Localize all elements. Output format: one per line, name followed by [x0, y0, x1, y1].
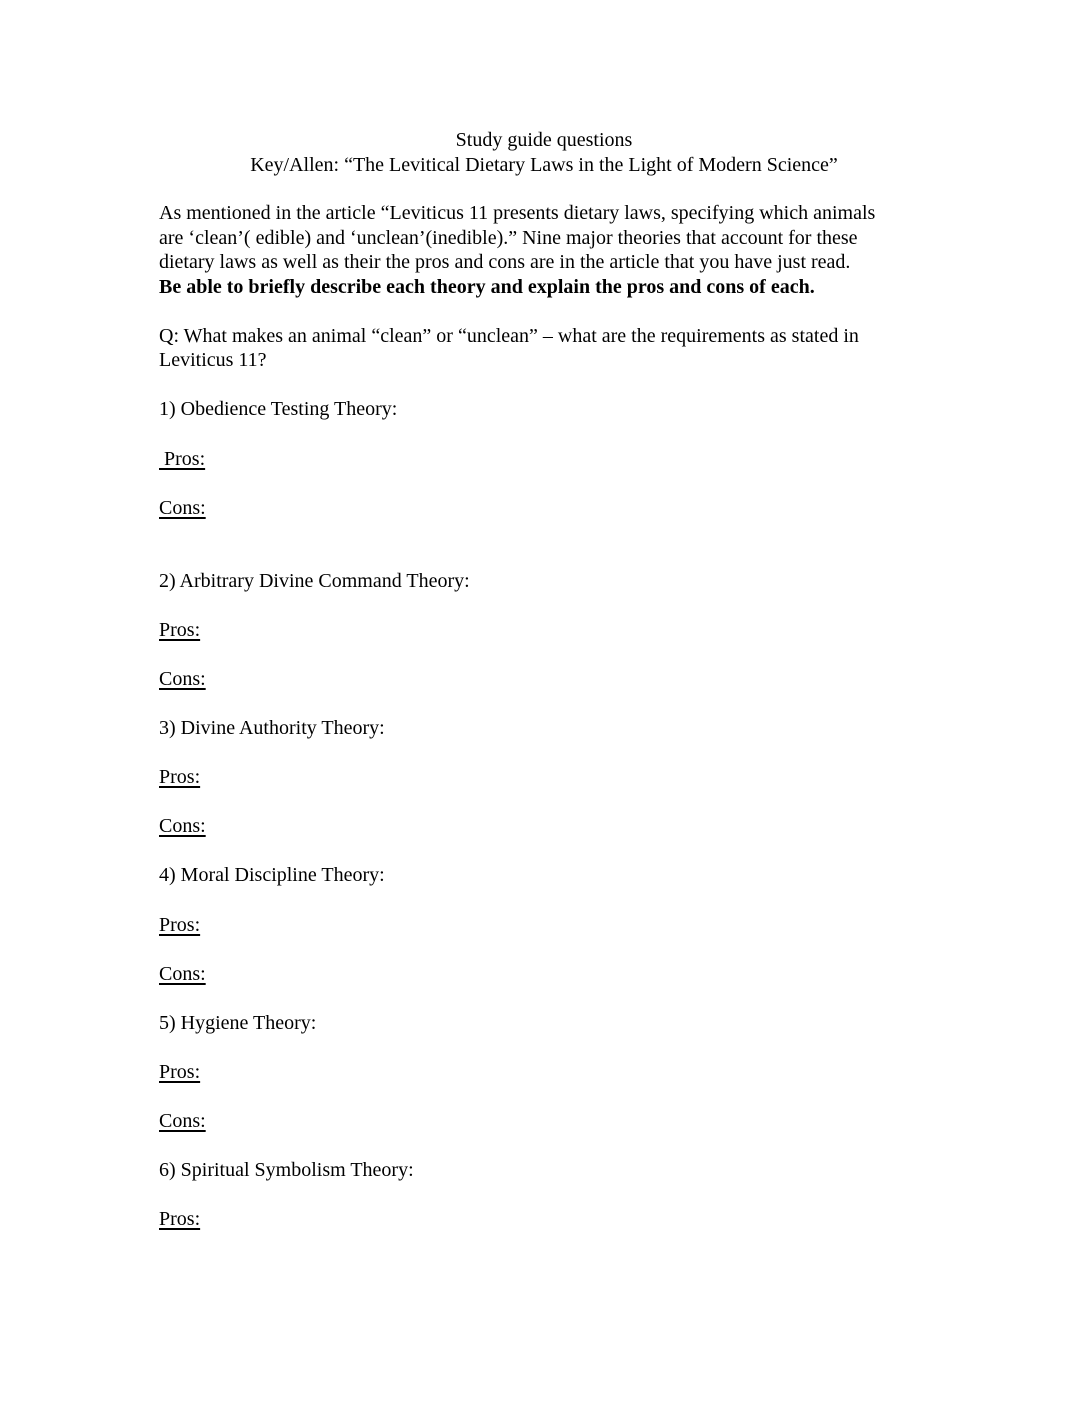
theory-3-heading: 3) Divine Authority Theory: — [159, 717, 385, 739]
intro-line-1: As mentioned in the article “Leviticus 11 presents dietary laws, specifying which animals — [159, 202, 876, 224]
theory-4-pros-label: Pros: — [159, 914, 201, 936]
title-block — [0, 128, 1088, 177]
theory-1-heading: 1) Obedience Testing Theory: — [159, 398, 398, 420]
intro-instruction: Be able to briefly describe each theory and explain the pros and cons of each. — [159, 276, 815, 298]
theory-5-pros-label: Pros: — [159, 1061, 201, 1083]
intro-line-3: dietary laws as well as their the pros and cons are in the article that you have just read. — [159, 251, 851, 273]
theory-4-cons-label: Cons: — [159, 963, 206, 985]
theory-1-cons-label: Cons: — [159, 497, 206, 519]
intro-line-2: are ‘clean’( edible) and ‘unclean’(inedible).” Nine major theories that account for these — [159, 227, 858, 249]
document-subtitle: Key/Allen: “The Levitical Dietary Laws in the Light of Modern Science” — [250, 153, 838, 176]
theory-6-pros-label: Pros: — [159, 1208, 201, 1230]
theory-3-pros-label: Pros: — [159, 766, 201, 788]
theory-5-cons-label: Cons: — [159, 1110, 206, 1132]
theory-3-cons-label: Cons: — [159, 815, 206, 837]
question-line-2: Leviticus 11? — [159, 349, 267, 371]
theory-2-heading: 2) Arbitrary Divine Command Theory: — [159, 570, 470, 592]
question-line-1: Q: What makes an animal “clean” or “unclean” – what are the requirements as stated in — [159, 325, 859, 347]
theory-1-pros-label: Pros: — [159, 448, 206, 470]
theory-5-heading: 5) Hygiene Theory: — [159, 1012, 317, 1034]
theory-2-pros-label: Pros: — [159, 619, 201, 641]
theory-2-cons-label: Cons: — [159, 668, 206, 690]
theory-6-heading: 6) Spiritual Symbolism Theory: — [159, 1159, 414, 1181]
document-title: Study guide questions — [455, 129, 633, 151]
theory-4-heading: 4) Moral Discipline Theory: — [159, 864, 385, 886]
